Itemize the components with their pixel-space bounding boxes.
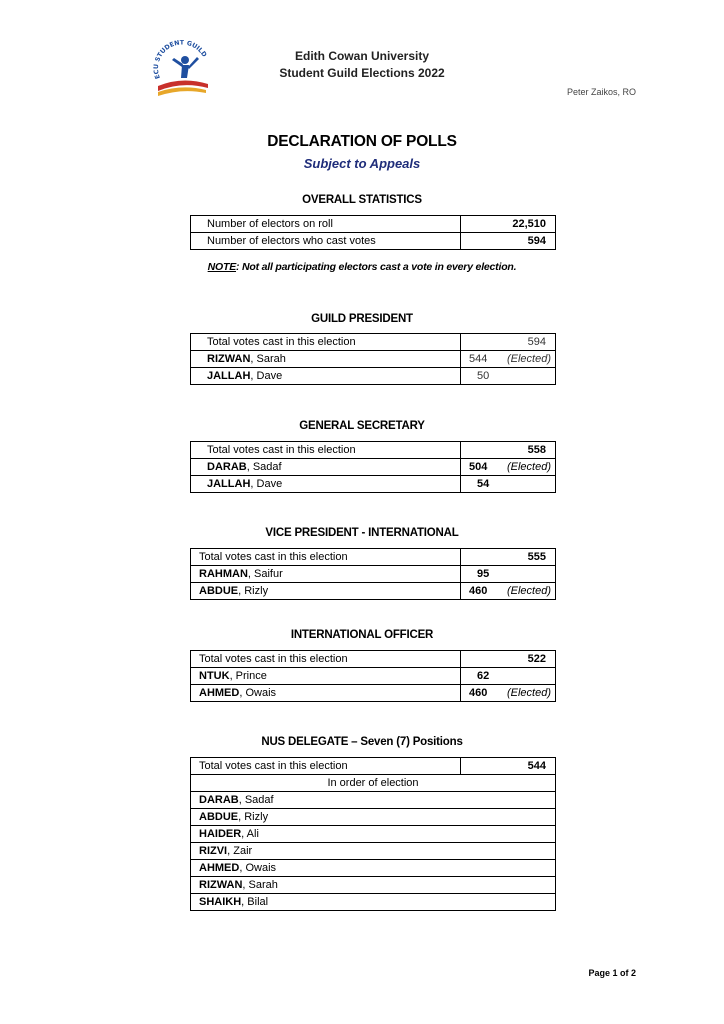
- page-subtitle: Subject to Appeals: [303, 156, 421, 171]
- order-label: In order of election: [191, 775, 556, 792]
- table-row: [191, 668, 556, 685]
- table-row: [191, 566, 556, 583]
- document-header: [0, 48, 724, 82]
- table-row: [191, 442, 556, 459]
- total-label: Total votes cast in this election: [191, 549, 461, 566]
- university-name: Edith Cowan University: [294, 49, 430, 63]
- secretary-table: [190, 441, 556, 493]
- note-text: : Not all participating electors cast a vote in every election.: [236, 261, 517, 273]
- elections-name: Student Guild Elections 2022: [279, 66, 445, 80]
- table-row: [191, 877, 556, 894]
- note-prefix: NOTE: [207, 261, 237, 273]
- candidate-votes: 50: [461, 368, 556, 385]
- candidate-name: JALLAH, Dave: [191, 476, 461, 493]
- delegate-name: HAIDER, Ali: [191, 826, 556, 843]
- table-row: [191, 368, 556, 385]
- president-table: [190, 333, 556, 385]
- candidate-votes: 460 (Elected): [461, 583, 556, 600]
- candidate-votes: 460 (Elected): [461, 685, 556, 702]
- total-label: Total votes cast in this election: [191, 442, 461, 459]
- delegate-name: ABDUE, Rizly: [191, 809, 556, 826]
- table-row: [191, 775, 556, 792]
- president-heading: GUILD PRESIDENT: [311, 313, 413, 325]
- total-votes: 594: [461, 334, 556, 351]
- svg-text:ECU STUDENT GUILD: ECU STUDENT GUILD: [152, 40, 208, 80]
- candidate-votes: 62: [461, 668, 556, 685]
- table-row: [191, 476, 556, 493]
- delegate-name: RIZWAN, Sarah: [191, 877, 556, 894]
- returning-officer: Peter Zaikos, RO: [566, 87, 636, 97]
- total-votes: 555: [461, 549, 556, 566]
- candidate-votes: 504 (Elected): [461, 459, 556, 476]
- total-votes: 522: [461, 651, 556, 668]
- elected-label: (Elected): [506, 352, 551, 365]
- candidate-votes: 95: [461, 566, 556, 583]
- delegate-name: SHAIKH, Bilal: [191, 894, 556, 911]
- elected-label: (Elected): [506, 686, 551, 699]
- table-row: [191, 651, 556, 668]
- delegate-name: DARAB, Sadaf: [191, 792, 556, 809]
- table-row: [191, 826, 556, 843]
- overall-heading: OVERALL STATISTICS: [302, 194, 422, 206]
- overall-value: 594: [461, 233, 556, 250]
- candidate-name: NTUK, Prince: [191, 668, 461, 685]
- candidate-votes: 544 (Elected): [461, 351, 556, 368]
- delegate-name: AHMED, Owais: [191, 860, 556, 877]
- nus-table: [190, 757, 556, 911]
- secretary-heading: GENERAL SECRETARY: [299, 420, 425, 432]
- table-row: [191, 685, 556, 702]
- overall-label: Number of electors on roll: [191, 216, 461, 233]
- total-label: Total votes cast in this election: [191, 758, 461, 775]
- table-row: [191, 758, 556, 775]
- candidate-name: AHMED, Owais: [191, 685, 461, 702]
- candidate-name: RAHMAN, Saifur: [191, 566, 461, 583]
- overall-table: [190, 215, 556, 250]
- total-label: Total votes cast in this election: [191, 651, 461, 668]
- vp-international-heading: VICE PRESIDENT - INTERNATIONAL: [265, 527, 459, 539]
- elected-label: (Elected): [506, 460, 551, 473]
- total-votes: 558: [461, 442, 556, 459]
- elected-label: (Elected): [506, 584, 551, 597]
- table-row: [191, 216, 556, 233]
- page-title: DECLARATION OF POLLS: [267, 133, 457, 150]
- overall-label: Number of electors who cast votes: [191, 233, 461, 250]
- table-row: [191, 459, 556, 476]
- total-label: Total votes cast in this election: [191, 334, 461, 351]
- table-row: [191, 549, 556, 566]
- candidate-name: JALLAH, Dave: [191, 368, 461, 385]
- vp-international-table: [190, 548, 556, 600]
- table-row: [191, 860, 556, 877]
- table-row: [191, 809, 556, 826]
- total-votes: 544: [461, 758, 556, 775]
- page-number: Page 1 of 2: [588, 968, 636, 978]
- international-officer-heading: INTERNATIONAL OFFICER: [290, 629, 434, 641]
- table-row: [191, 233, 556, 250]
- overall-value: 22,510: [461, 216, 556, 233]
- table-row: [191, 583, 556, 600]
- table-row: [191, 843, 556, 860]
- nus-heading: NUS DELEGATE – Seven (7) Positions: [261, 736, 463, 748]
- candidate-name: ABDUE, Rizly: [191, 583, 461, 600]
- table-row: [191, 792, 556, 809]
- candidate-name: RIZWAN, Sarah: [191, 351, 461, 368]
- international-officer-table: [190, 650, 556, 702]
- delegate-name: RIZVI, Zair: [191, 843, 556, 860]
- candidate-votes: 54: [461, 476, 556, 493]
- table-row: [191, 894, 556, 911]
- candidate-name: DARAB, Sadaf: [191, 459, 461, 476]
- note: [0, 261, 724, 273]
- table-row: [191, 334, 556, 351]
- table-row: [191, 351, 556, 368]
